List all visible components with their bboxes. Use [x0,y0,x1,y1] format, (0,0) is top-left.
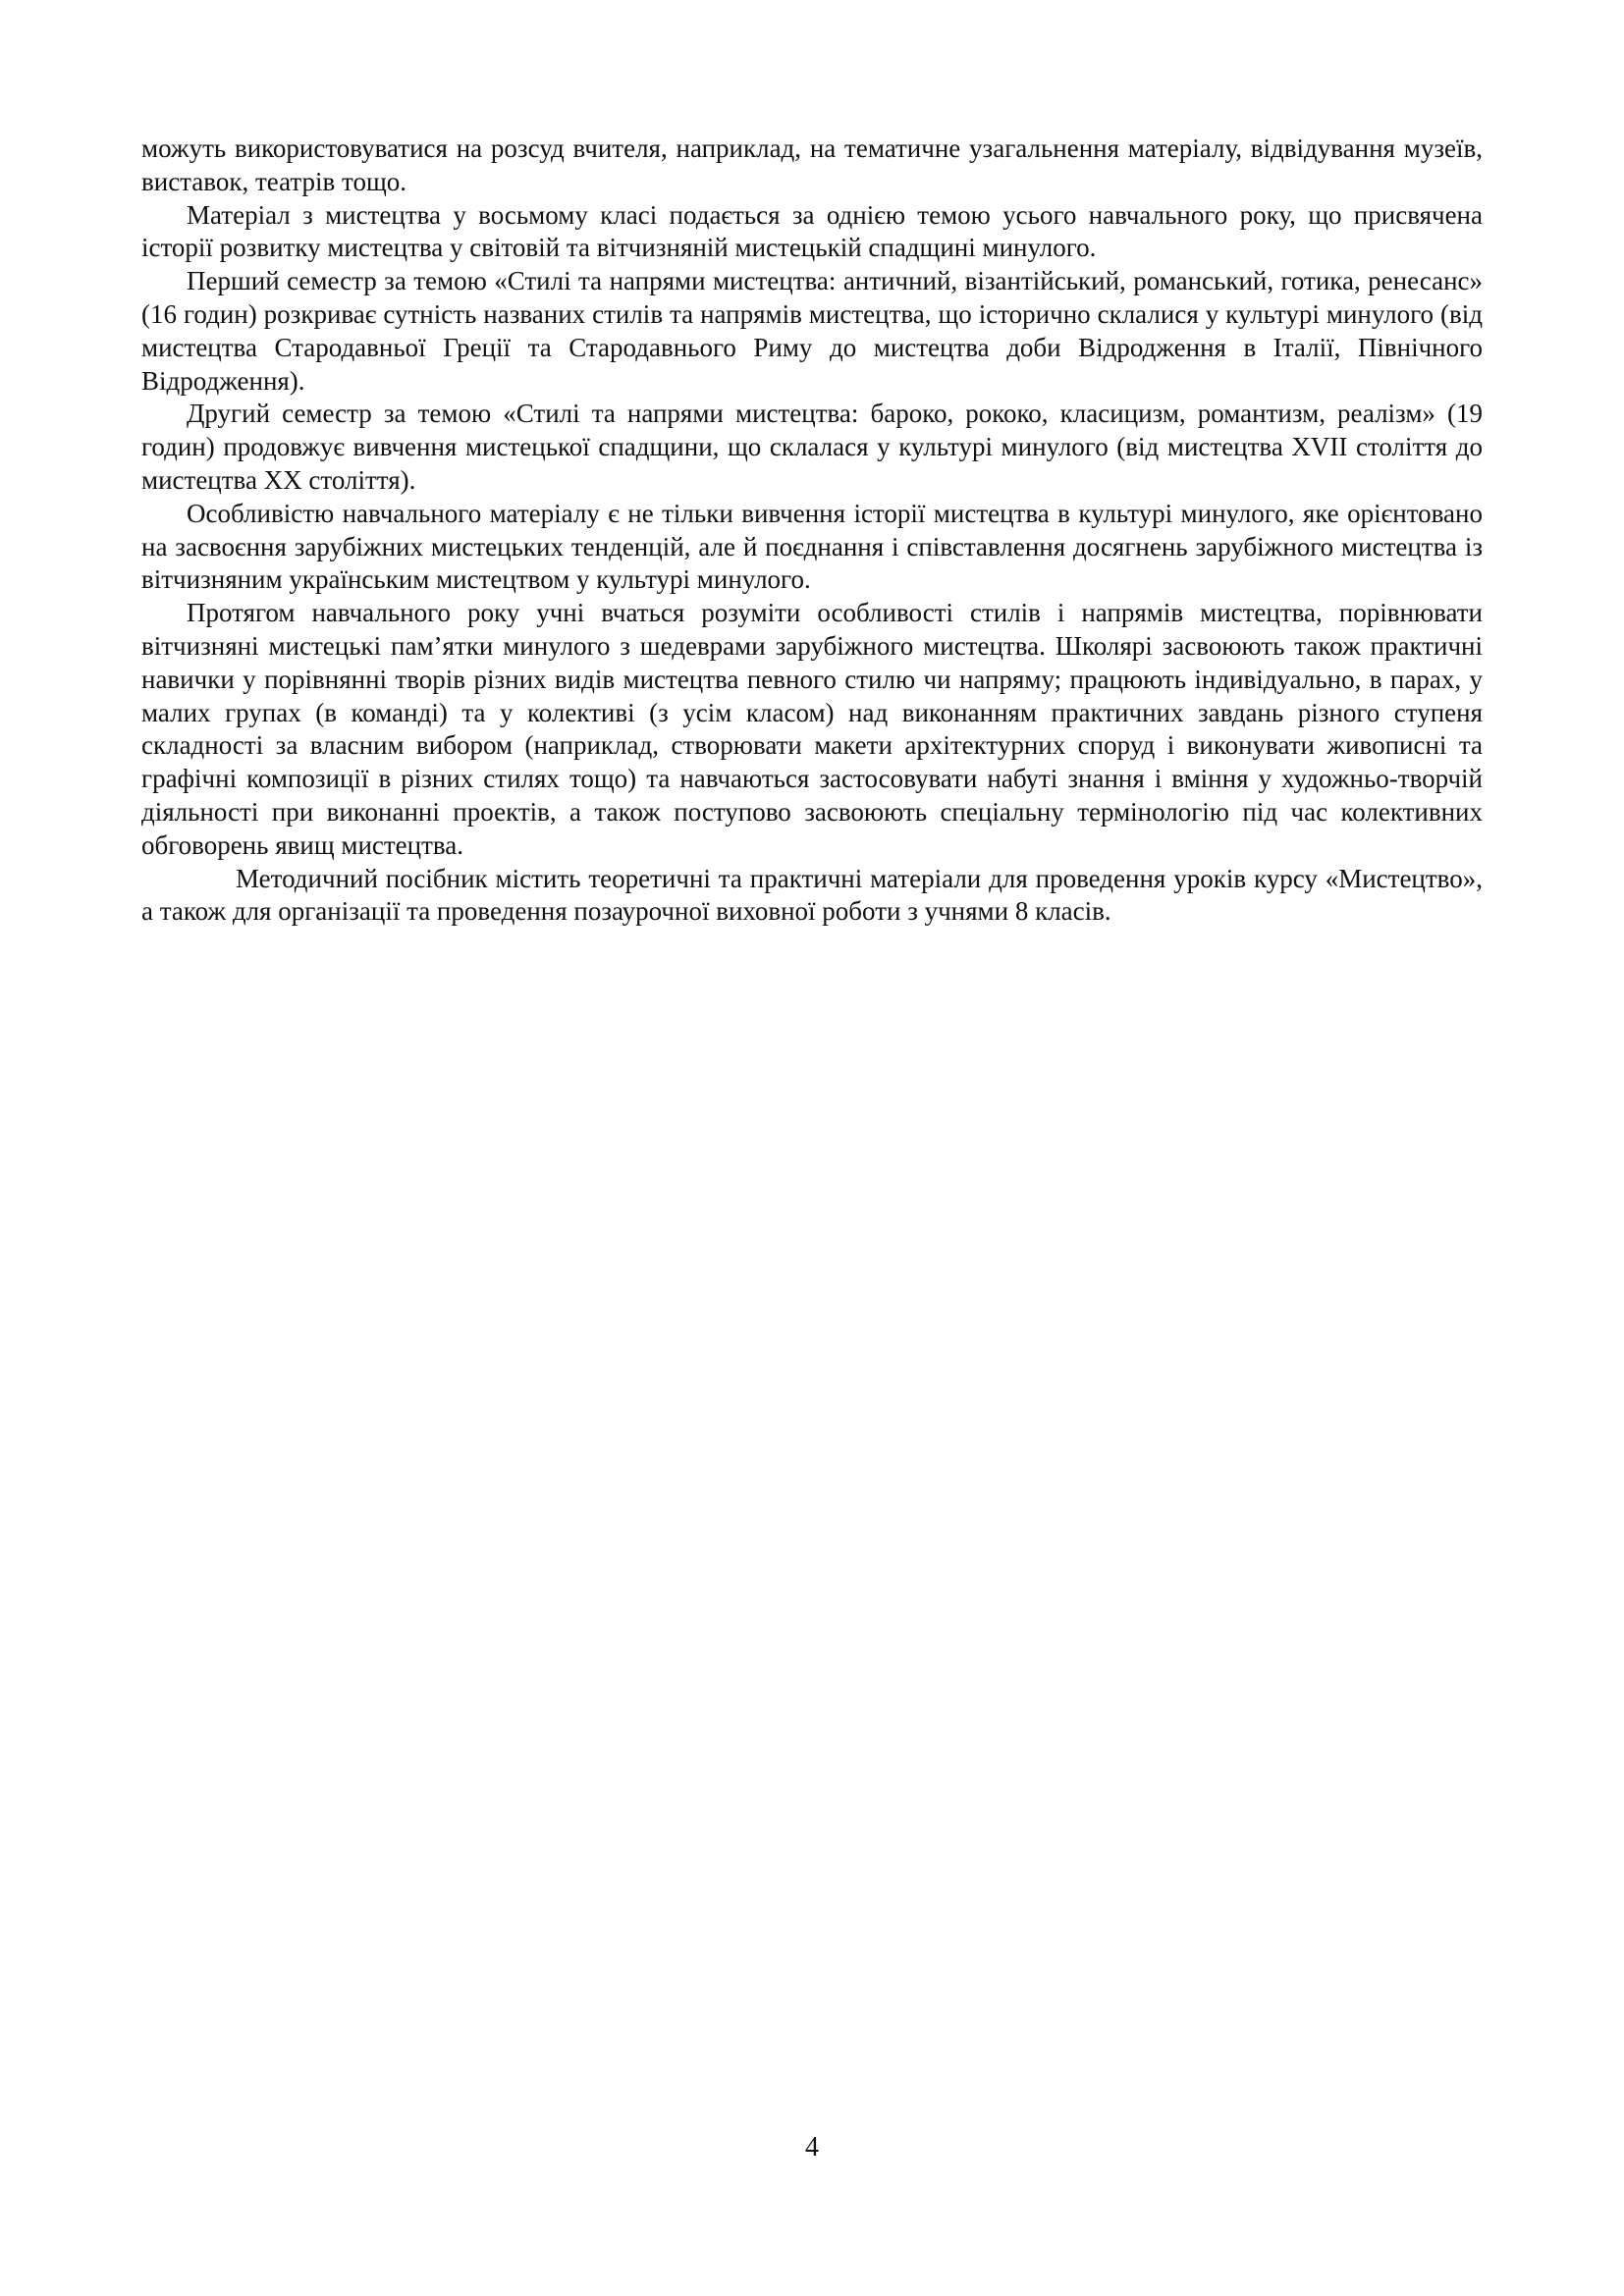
paragraph-continuation: можуть використовуватися на розсуд вчителя, наприклад, на тематичне узагальнення матеріалу, відвідування музеїв, виставок, театрів тощо. [141,133,1483,196]
page-number: 4 [805,2132,819,2163]
paragraph-school-year: Протягом навчального року учні вчаться розуміти особливості стилів і напрямів мистецтва, порівнювати вітчизняні мистецькі пам’ятки минулого з шедеврами зарубіжного мистецтва. Школярі засвоюють також практичні навички у порівнянні творів різних видів мистецтва певного стилю чи напряму; працюють індивідуально, в парах, у малих групах (в команді) та у колективі (з усім класом) над виконанням практичних завдань різного ступеня складності за власним вибором (наприклад, створювати макети архітектурних споруд і виконувати живописні та графічні композиції в різних стилях тощо) та навчаються застосовувати набуті знання і вміння у художньо-творчій діяльності при виконанні проектів, а також поступово засвоюють спеціальну термінологію під час колективних обговорень явищ мистецтва. [141,598,1483,860]
paragraph-material-overview: Матеріал з мистецтва у восьмому класі подається за однією темою усього навчального року, що присвячена історії розвитку мистецтва у світовій та вітчизняній мистецькій спадщині минулого. [141,199,1483,263]
paragraph-first-semester: Перший семестр за темою «Стилі та напрями мистецтва: античний, візантійський, романський, готика, ренесанс» (16 годин) розкриває сутність названих стилів та напрямів мистецтва, що історично склалися у культурі минулого (від мистецтва Стародавньої Греції та Стародавнього Риму до мистецтва доби Відродження в Італії, Північного Відродження). [141,266,1483,396]
body-text [141,133,1483,929]
paragraph-second-semester: Другий семестр за темою «Стилі та напрями мистецтва: бароко, рококо, класицизм, романтизм, реалізм» (19 годин) продовжує вивчення мистецької спадщини, що склалася у культурі минулого (від мистецтва XVII століття до мистецтва XX століття). [141,399,1483,495]
paragraph-manual-summary: Методичний посібник містить теоретичні та практичні матеріали для проведення уроків курсу «Мистецтво», а також для організації та проведення позаурочної виховної роботи з учнями 8 класів. [141,863,1483,927]
paragraph-material-feature: Особливістю навчального матеріалу є не тільки вивчення історії мистецтва в культурі минулого, яке орієнтовано на засвоєння зарубіжних мистецьких тенденцій, але й поєднання і співставлення досягнень зарубіжного мистецтва із вітчизняним українським мистецтвом у культурі минулого. [141,498,1483,595]
